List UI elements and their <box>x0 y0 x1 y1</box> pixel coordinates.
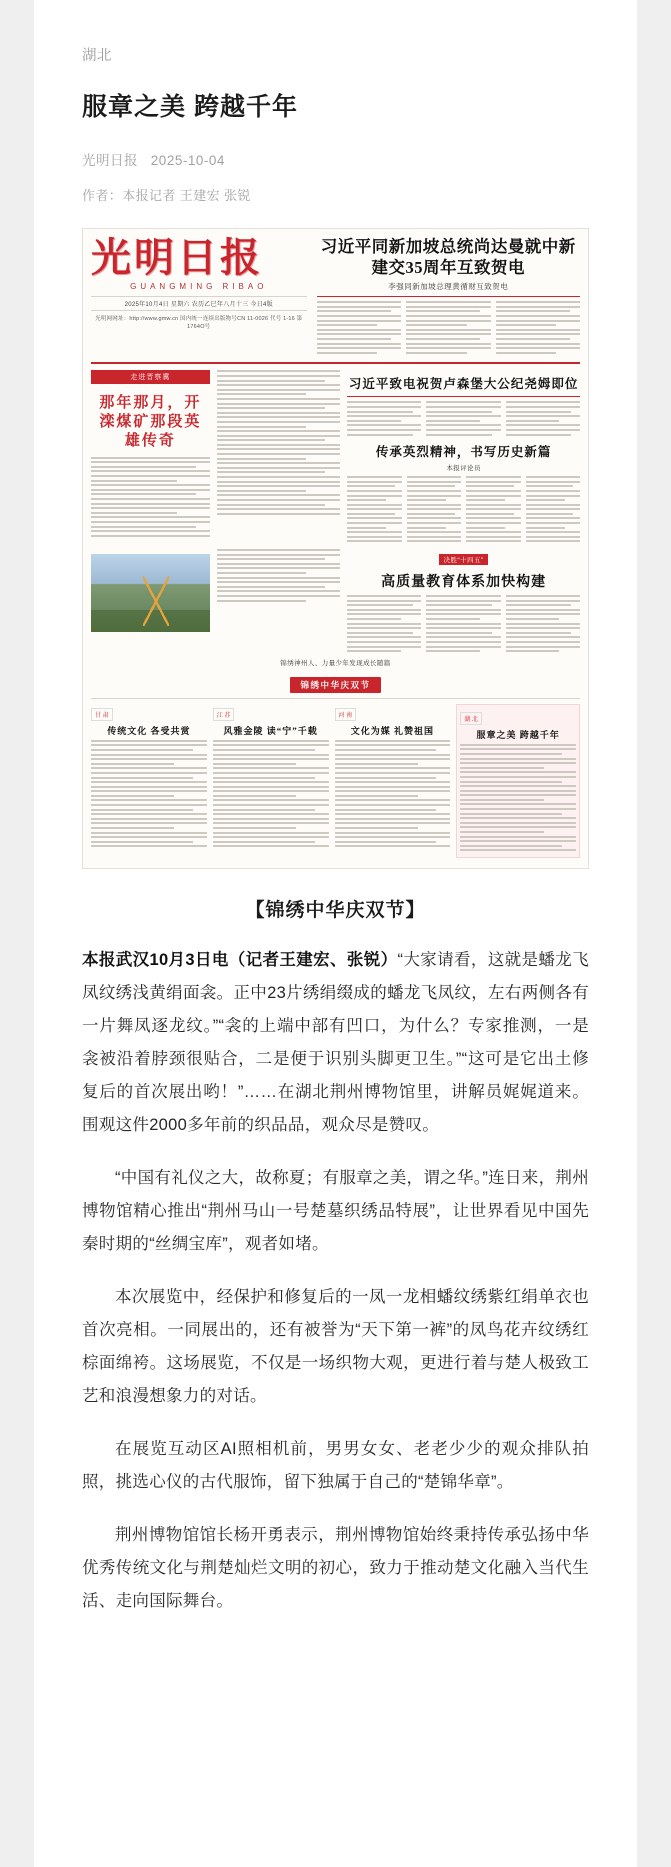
region-kicker: 湖北 <box>82 48 112 64</box>
text-column <box>213 740 329 848</box>
text-column <box>407 476 461 545</box>
bottom-card-jiangsu <box>213 704 329 858</box>
section-title: 【锦绣中华庆双节】 <box>245 900 426 921</box>
text-column <box>217 549 340 602</box>
text-column <box>506 401 580 438</box>
newspaper-body-area <box>91 370 580 545</box>
third-subhead: 本报评论员 <box>446 465 481 473</box>
article-date: 2025-10-04 <box>150 153 225 168</box>
bottom-card-tag: 甘 肃 <box>91 708 113 721</box>
divider-red <box>347 396 580 397</box>
bottom-card-tag: 湖 北 <box>460 712 482 725</box>
bottom-card-title: 传统文化 各受共赏 <box>107 725 191 736</box>
bottom-card-title: 服章之美 跨越千年 <box>476 729 560 740</box>
text-column <box>335 740 451 848</box>
masthead-pinyin: GUANGMING RIBAO <box>130 282 268 291</box>
bottom-card-title: 风雅金陵 读“宁”千载 <box>223 725 318 736</box>
third-story-columns <box>347 476 580 545</box>
article-paragraph-2: “中国有礼仪之大，故称夏；有服章之美，谓之华。”连日来，荆州博物馆精心推出“荆州马山一号楚墓织绣品特展”，让世界看见中国先秦时期的“丝绸宝库”，观者如堵。 <box>82 1169 589 1253</box>
article-meta <box>82 149 589 169</box>
newspaper-photo-column <box>91 549 210 655</box>
text-column <box>347 595 421 655</box>
lead-story-block <box>317 237 580 356</box>
text-column <box>426 401 500 438</box>
bottom-card-tag: 河 南 <box>335 708 357 721</box>
fourth-tag-wrap <box>347 549 580 567</box>
bottom-card-henan <box>335 704 451 858</box>
lead-body-columns <box>317 301 580 356</box>
article-paragraph-3: 本次展览中，经保护和修复后的一凤一龙相蟠纹绣紫红绢单衣也首次亮相。一同展出的，还有被誉为“天下第一裤”的凤鸟花卉纹绣红棕面绵袴。这场展览，不仅是一场织物大观，更进行着与楚人极致工艺和浪漫想象力的对话。 <box>82 1288 589 1405</box>
lead-headline: 习近平同新加坡总统尚达曼就中新建交35周年互致贺电 <box>320 237 576 277</box>
article-source: 光明日报 <box>82 153 138 168</box>
text-column <box>460 744 576 852</box>
page-title: 服章之美 跨越千年 <box>82 93 298 121</box>
masthead-date: 2025年10月4日 星期六 农历乙巳年八月十三 今日4版 <box>91 296 307 311</box>
article-paragraph-5: 荆州博物馆馆长杨开勇表示，荆州博物馆始终秉持传承弘扬中华优秀传统文化与荆楚灿烂文明的初心，致力于推动楚文化融入当代生活、走向国际舞台。 <box>82 1526 589 1610</box>
newspaper-front-page-image[interactable] <box>82 228 589 869</box>
text-column <box>506 595 580 655</box>
text-column <box>496 301 580 356</box>
photo-caption: 锦绣神州人、力量少年发现成长随篇 <box>280 659 391 667</box>
festival-banner <box>91 675 580 693</box>
masthead-url: 光明网网址：http://www.gmw.cn 国内统一连续出版物号CN 11-0026 代号 1-16 第1764O号 <box>95 316 303 330</box>
bottom-story-strip <box>91 698 580 858</box>
text-column <box>217 370 340 514</box>
newspaper-masthead: 光明日报 <box>91 235 263 280</box>
fourth-story-columns <box>347 595 580 655</box>
photo-headframe <box>143 576 169 626</box>
bottom-card-title: 文化为媒 礼赞祖国 <box>350 725 434 736</box>
second-headline: 习近平致电祝贺卢森堡大公纪尧姆即位 <box>348 377 579 392</box>
text-column <box>466 476 520 545</box>
left-column-tag: 走进晋察冀 <box>91 370 210 384</box>
mine-photo <box>91 554 210 632</box>
article-paragraph-4: 在展览互动区AI照相机前，男男女女、老老少少的观众排队拍照，挑选心仪的古代服饰，留下独属于自己的“楚锦华章”。 <box>82 1440 589 1491</box>
newspaper-lower-area <box>91 549 580 655</box>
text-column <box>91 457 210 537</box>
masthead-column <box>91 237 307 356</box>
bottom-card-hubei <box>456 704 580 858</box>
article-sheet <box>34 0 637 1867</box>
lead-subhead: 李强同新加坡总理黄循财互致贺电 <box>388 282 509 292</box>
meta-separator <box>142 153 146 168</box>
newspaper-left-column <box>91 370 210 545</box>
newspaper-right-column <box>347 370 580 545</box>
newspaper-middle-column <box>217 370 340 545</box>
fourth-story-tag: 决胜“十四五” <box>439 554 487 565</box>
text-column <box>347 401 421 438</box>
bottom-card-tag: 江 苏 <box>213 708 235 721</box>
text-column <box>317 301 401 356</box>
newspaper-lower-middle-column <box>217 549 340 655</box>
dateline: 本报武汉10月3日电（记者王建宏、张锐） <box>82 951 398 969</box>
newspaper-top-area <box>91 237 580 364</box>
article-paragraph-1 <box>82 944 589 1142</box>
text-column <box>526 476 580 545</box>
newspaper-fourth-story <box>347 549 580 655</box>
paragraph-text: “大家请看，这就是蟠龙飞凤纹绣浅黄绢面衾。正中23片绣绢缀成的蟠龙飞凤纹，左右两侧各有一片舞凤逐龙纹。”“衾的上端中部有凹口，为什么？专家推测，一是衾被沿着脖颈很贴合，二是便于识别头脚更卫生。”“这可是它出土修复后的首次展出哟！”……在湖北荆州博物馆里，讲解员娓娓道来。围观这件2000多年前的织品品，观众尽是赞叹。 <box>82 951 589 1134</box>
text-column <box>406 301 490 356</box>
fourth-headline: 高质量教育体系加快构建 <box>381 575 547 591</box>
text-column <box>91 740 207 848</box>
third-headline: 传承英烈精神，书写历史新篇 <box>375 445 552 460</box>
second-story-columns <box>347 401 580 438</box>
text-column <box>426 595 500 655</box>
article-byline: 作者：本报记者 王建宏 张锐 <box>82 188 251 203</box>
left-column-title: 那年那月，开滦煤矿那段英雄传奇 <box>99 395 202 449</box>
bottom-card-gansu <box>91 704 207 858</box>
festival-banner-label: 锦绣中华庆双节 <box>290 677 380 693</box>
text-column <box>347 476 401 545</box>
divider-red <box>317 296 580 297</box>
